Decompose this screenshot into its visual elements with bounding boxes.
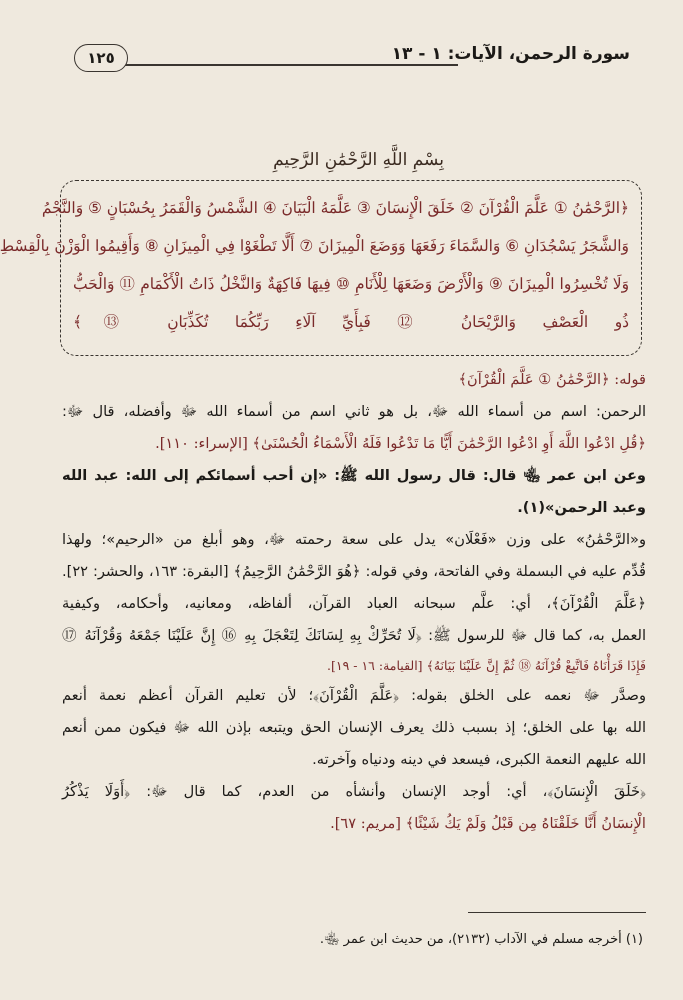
text-line: ﴿عَلَّمَ الْقُرْآنَ﴾، أي: علَّم سبحانه العباد القرآن، ألفاظه، ومعانيه، وأحكامه، وكيفية xyxy=(62,595,646,612)
text-line: ﴿قُلِ ادْعُوا اللَّهَ أَوِ ادْعُوا الرَّحْمَٰنَ أَيًّا مَا تَدْعُوا فَلَهُ الْأَسْمَاءُ الْحُسْنَىٰ﴾ [الإسراء: ١١٠]. xyxy=(155,435,646,452)
commentary-text xyxy=(62,364,646,840)
text-line: ﴿خَلَقَ الْإِنسَانَ﴾، أي: أوجد الإنسان وأنشأه من العدم، كما قال ﷻ: ﴿أَوَلَا يَذْكُرُ xyxy=(62,783,646,800)
text-line: قوله: ﴿الرَّحْمَٰنُ ① عَلَّمَ الْقُرْآنَ﴾ xyxy=(458,371,646,388)
text-line: الرحمن: اسم من أسماء الله ﷻ، بل هو ثاني اسم من أسماء الله ﷻ وأفضله، قال ﷻ: xyxy=(62,403,646,420)
text-line: الْإِنسَانُ أَنَّا خَلَقْنَاهُ مِن قَبْلُ وَلَمْ يَكُ شَيْئًا﴾ [مريم: ٦٧]. xyxy=(330,815,646,832)
text-line: فَإِذَا قَرَأْنَاهُ فَاتَّبِعْ قُرْآنَهُ ⑱ ثُمَّ إِنَّ عَلَيْنَا بَيَانَهُ﴾ [القيامة: ١٦ - ١٩]. xyxy=(327,658,646,673)
verse-line: ذُو الْعَصْفِ وَالرَّيْحَانُ ⑫ فَبِأَيِّ آلَاءِ رَبِّكُمَا تُكَذِّبَانِ ⑬﴾ xyxy=(73,313,629,331)
text-line: قُدِّم عليه في البسملة وفي الفاتحة، وفي قوله: ﴿هُوَ الرَّحْمَٰنُ الرَّحِيمُ﴾ [البقرة: ١٦٣، والحشر: ٢٢]. xyxy=(62,563,646,580)
page-number: ١٢٥ xyxy=(74,44,128,72)
text-line: العمل به، كما قال ﷻ للرسول ﷺ: ﴿لَا تُحَرِّكْ بِهِ لِسَانَكَ لِتَعْجَلَ بِهِ ⑯ إِنَّ عَلَيْنَا جَمْعَهُ وَقُرْآنَهُ ⑰ xyxy=(62,627,646,644)
text-line: وصدَّر ﷻ نعمه على الخلق بقوله: ﴿عَلَّمَ الْقُرْآنَ﴾؛ لأن تعليم القرآن أعظم نعمة أنعم xyxy=(62,687,646,704)
text-line: وعبد الرحمن»(١). xyxy=(517,499,646,516)
text-line: الله بها على الخلق؛ إذ بسبب ذلك يعرف الإنسان الحق ويتبعه بإذن الله ﷻ فيكون ممن أنعم xyxy=(62,719,646,736)
verse-line: وَلَا تُخْسِرُوا الْمِيزَانَ ⑨ وَالْأَرْضَ وَضَعَهَا لِلْأَنَامِ ⑩ فِيهَا فَاكِهَةٌ وَالنَّخْلُ ذَاتُ الْأَكْمَامِ ⑪ وَالْحَبُّ xyxy=(73,275,629,293)
header-rule xyxy=(122,64,458,66)
page-header xyxy=(74,44,630,74)
footnote-separator xyxy=(468,912,646,913)
text-line: و«الرَّحْمَٰنُ» على وزن «فَعْلَان» يدل على سعة رحمته ﷻ، وهو أبلغ من «الرحيم»؛ ولهذا xyxy=(62,531,646,548)
footnote: (١) أخرجه مسلم في الآداب (٢١٣٢)، من حديث ابن عمر ﵄. xyxy=(319,932,643,947)
text-line: الله عليهم النعمة الكبرى، فيسعد في دينه ودنياه وآخرته. xyxy=(312,751,646,768)
verse-line: وَالشَّجَرُ يَسْجُدَانِ ⑥ وَالسَّمَاءَ رَفَعَهَا وَوَضَعَ الْمِيزَانَ ⑦ أَلَّا تَطْغَوْا فِي الْمِيزَانِ ⑧ وَأَقِيمُوا الْوَزْنَ بِالْقِسْطِ xyxy=(0,237,629,255)
verses-box xyxy=(0,180,642,356)
text-line: وعن ابن عمر ﵄ قال: قال رسول الله ﷺ: «إن أحب أسمائكم إلى الله: عبد الله xyxy=(62,467,646,484)
basmala: بِسْمِ اللَّهِ الرَّحْمَٰنِ الرَّحِيمِ xyxy=(273,150,444,170)
verse-line: ﴿الرَّحْمَٰنُ ① عَلَّمَ الْقُرْآنَ ② خَلَقَ الْإِنسَانَ ③ عَلَّمَهُ الْبَيَانَ ④ الشَّمْسُ وَالْقَمَرُ بِحُسْبَانٍ ⑤ وَالنَّجْمُ xyxy=(41,199,629,217)
page-title: سورة الرحمن، الآيات: ١ - ١٣ xyxy=(391,44,630,64)
